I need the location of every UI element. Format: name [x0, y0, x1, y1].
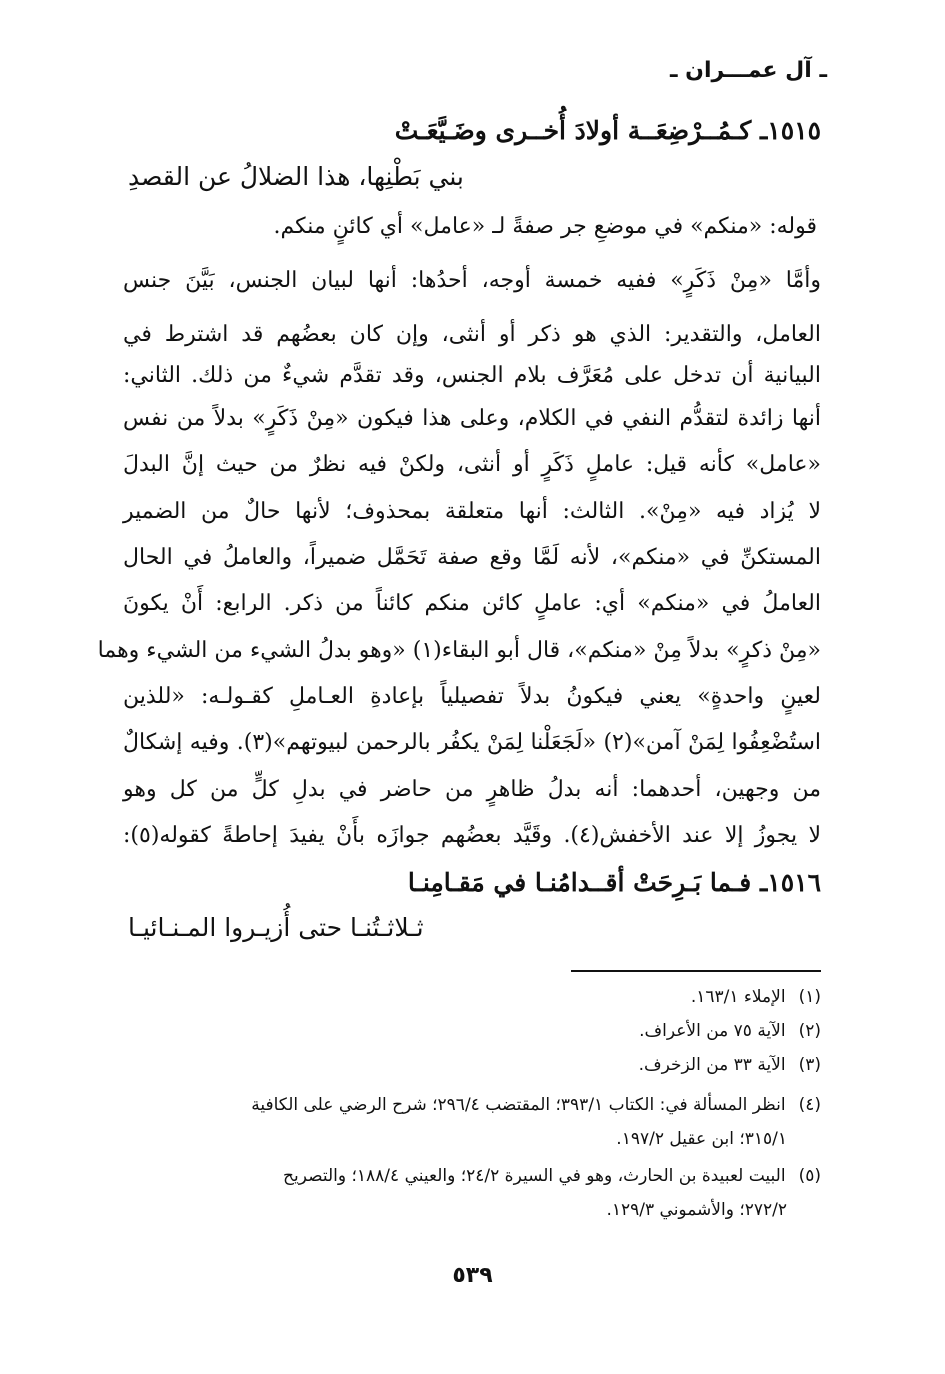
- footnote-4-number: (٤): [798, 1095, 821, 1115]
- footnote-4: [123, 1092, 821, 1118]
- body-line-9: العاملُ في «منكم» أي: عاملٍ كائن منكم كائناً من ذكر. الرابع: أَنْ يكونَ: [123, 591, 821, 616]
- body-line-6: «عامل» كأنه قيل: عاملٍ ذَكَرٍ أو أنثى، ولكنْ فيه نظرٌ من حيث إنَّ البدلَ: [123, 452, 821, 477]
- footnote-2-number: (٢): [798, 1021, 821, 1041]
- footnote-4-text: انظر المسألة في: الكتاب ٣٩٣/١؛ المقتضب ٢٩٦/٤؛ شرح الرضي على الكافية: [251, 1095, 786, 1115]
- footnote-4-continuation: ٣١٥/١؛ ابن عقيل ١٩٧/٢.: [616, 1129, 787, 1149]
- page-number: ٥٣٩: [452, 1263, 493, 1288]
- footnote-2-text: الآية ٧٥ من الأعراف.: [639, 1021, 786, 1041]
- running-header: ـ آل عمـــران ـ: [670, 58, 827, 83]
- footnote-3-text: الآية ٣٣ من الزخرف.: [638, 1055, 786, 1075]
- body-line-13: من وجهين، أحدهما: أنه بدلُ ظاهرٍ من حاضر في بدلِ كلٍّ من كل وهو: [123, 777, 821, 802]
- verse-1516-second-hemistich: ثـلاثـتُنـا حتى أُزيـروا المـنـائيـا: [128, 913, 424, 942]
- body-line-7: لا يُزاد فيه «مِنْ». الثالث: أنها متعلقة بمحذوف؛ لأنها حالٌ من الضمير: [123, 499, 821, 524]
- body-line-2: وأمَّا «مِنْ ذَكَرٍ» ففيه خمسة أوجه، أحدُها: أنها لبيان الجنس، بَيَّنَ جنس: [123, 268, 821, 293]
- footnote-5-text: البيت لعبيدة بن الحارث، وهو في السيرة ٢٤/٢؛ والعيني ١٨٨/٤؛ والتصريح: [283, 1166, 786, 1186]
- footnote-3-number: (٣): [798, 1055, 821, 1075]
- body-line-14: لا يجوزُ إلا عند الأخفش(٤). وقَيَّد بعضُهم جوازَه بأَنْ يفيدَ إحاطةً كقوله(٥):: [123, 823, 821, 848]
- body-line-5: أنها زائدة لتقدُّم النفي في الكلام، وعلى هذا فيكون «مِنْ ذَكَرٍ» بدلاً من نفس: [123, 406, 821, 431]
- verse-1516-first-hemistich: ١٥١٦ـ فـما بَـرِحَتْ أقــدامُنـا في مَقـامِنـا: [407, 868, 821, 897]
- footnote-5: [123, 1163, 821, 1189]
- body-line-11: لعينٍ واحدةٍ» يعني فيكونُ بدلاً تفصيلياً بإعادةِ العـاملِ كقـولـه: «للذين: [123, 684, 821, 709]
- body-line-1: قوله: «منكم» في موضعِ جر صفةً لـ «عامل» أي كائنٍ منكم.: [273, 214, 817, 239]
- body-line-3: العامل، والتقدير: الذي هو ذكر أو أنثى، وإن كان بعضُهم قد اشترط في: [123, 322, 821, 347]
- footnote-3: [123, 1052, 821, 1078]
- footnote-5-number: (٥): [798, 1166, 821, 1186]
- footnote-2: [123, 1018, 821, 1044]
- body-line-10: «مِنْ ذكرٍ» بدلاً مِنْ «منكم»، قال أبو البقاء(١) «وهو بدلُ الشيء من الشيء وهما: [97, 638, 821, 663]
- body-line-12: استُضْعِفُوا لِمَنْ آمن»(٢) «لَجَعَلْنا لِمَنْ يكفُر بالرحمن لبيوتهم»(٣). وفيه إشكالٌ: [123, 730, 821, 755]
- footnote-1: [123, 984, 821, 1010]
- verse-1515-second-hemistich: بني بَطْنِها، هذا الضلالُ عن القصدِ: [128, 162, 464, 191]
- body-line-4: البيانية أن تدخل على مُعَرَّف بلام الجنس، وقد تقدَّم شيءٌ من ذلك. الثاني:: [123, 363, 821, 388]
- footnote-1-text: الإملاء ١٦٣/١.: [690, 987, 786, 1007]
- footnote-separator: [571, 970, 821, 972]
- verse-1515-first-hemistich: ١٥١٥ـ كـمُــرْضِعَــة أولادَ أُخــرى وضَـيَّعَـتْ: [394, 116, 821, 145]
- footnote-5-continuation: ٢٧٢/٢؛ والأشموني ١٢٩/٣.: [606, 1200, 787, 1220]
- body-line-8: المستكنِّ في «منكم»، لأنه لَمَّا وقع صفة تَحَمَّل ضميراً، والعاملُ في الحال: [123, 545, 821, 570]
- footnote-1-number: (١): [798, 987, 821, 1007]
